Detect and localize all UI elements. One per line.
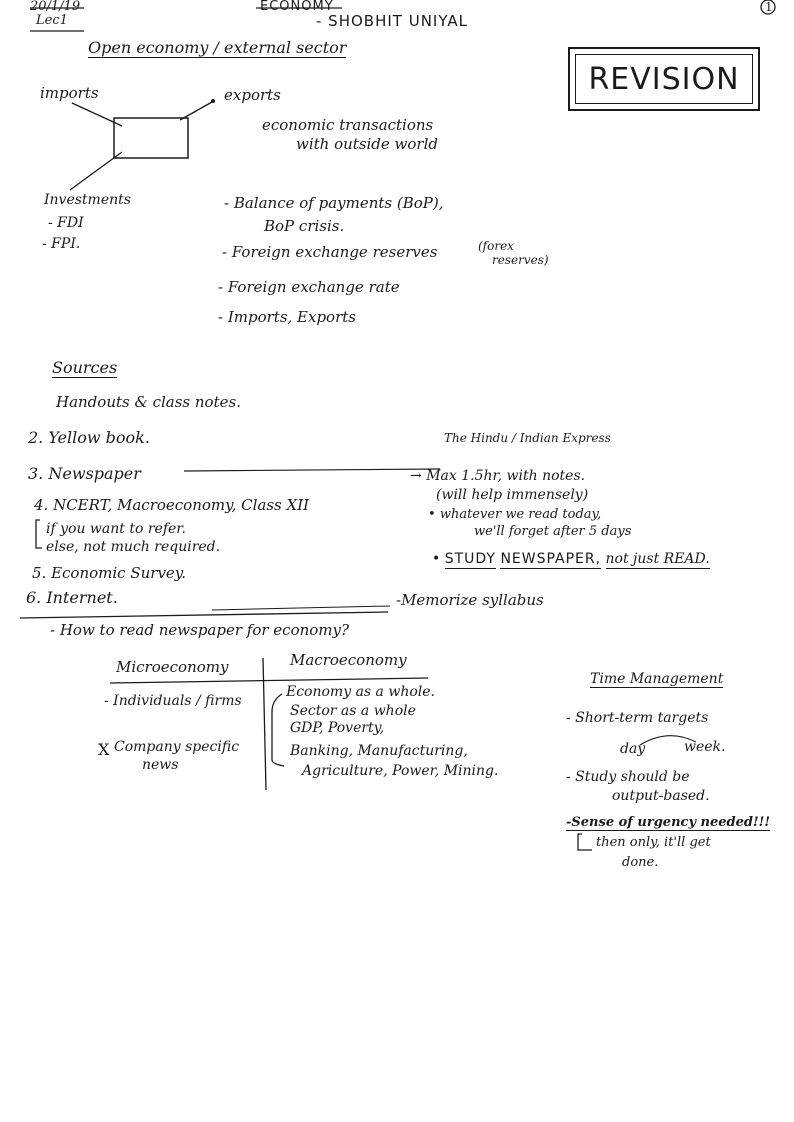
definition-line-2: with outside world xyxy=(296,135,438,153)
study-newspaper-line: • STUDY NEWSPAPER, not just READ. xyxy=(432,551,710,567)
author-name: - SHOBHIT UNIYAL xyxy=(316,12,468,30)
macro-item-gdp: GDP, Poverty, xyxy=(290,720,385,736)
revision-label: REVISION xyxy=(575,54,753,104)
forex-note-2: reserves) xyxy=(492,253,549,267)
definition-line-1: economic transactions xyxy=(262,116,434,134)
date-text: 20/1/19 xyxy=(30,0,81,14)
micro-x-mark: X xyxy=(98,740,110,759)
macro-item-economy: Economy as a whole. xyxy=(286,684,435,700)
urgency-note-1: then only, it'll get xyxy=(596,835,711,850)
imports-label: imports xyxy=(40,84,99,102)
memorize-syllabus: -Memorize syllabus xyxy=(396,591,544,609)
macro-item-sector: Sector as a whole xyxy=(290,703,416,719)
forex-note-1: (forex xyxy=(478,239,514,253)
source-economic-survey: 5. Economic Survey. xyxy=(32,564,187,582)
time-item-targets: - Short-term targets xyxy=(566,710,709,726)
sources-heading: Sources xyxy=(52,358,118,377)
source-yellow-book: 2. Yellow book. xyxy=(28,428,150,447)
topic-imports-exports: - Imports, Exports xyxy=(218,308,356,326)
fdi-label: - FDI xyxy=(48,215,84,231)
time-day-label: day xyxy=(620,741,646,757)
newspaper-names: The Hindu / Indian Express xyxy=(444,431,611,445)
fpi-label: - FPI. xyxy=(42,236,81,252)
time-item-urgency: -Sense of urgency needed!!! xyxy=(566,815,771,830)
page-number: 1 xyxy=(765,0,773,14)
micro-item-company: Company specific xyxy=(114,739,240,755)
investments-label: Investments xyxy=(44,192,131,208)
subject-title: ECONOMY xyxy=(260,0,334,14)
time-item-output: output-based. xyxy=(612,788,710,804)
exports-label: exports xyxy=(224,86,281,104)
macro-item-agriculture: Agriculture, Power, Mining. xyxy=(302,763,499,779)
urgency-note-2: done. xyxy=(622,855,659,870)
source-ncert: 4. NCERT, Macroeconomy, Class XII xyxy=(34,496,310,514)
newspaper-note-3: • whatever we read today, xyxy=(428,507,602,522)
macro-heading: Macroeconomy xyxy=(290,651,407,669)
time-week-label: week. xyxy=(684,739,726,755)
revision-stamp xyxy=(568,47,760,111)
lecture-label: Lec1 xyxy=(36,13,68,28)
macro-item-banking: Banking, Manufacturing, xyxy=(290,743,468,759)
micro-item-individuals: - Individuals / firms xyxy=(104,693,242,709)
open-economy-title: Open economy / external sector xyxy=(88,38,347,57)
read-question: - How to read newspaper for economy? xyxy=(50,621,350,639)
topic-bop-crisis: BoP crisis. xyxy=(264,217,345,235)
newspaper-note-4: we'll forget after 5 days xyxy=(474,524,632,539)
source-handouts: Handouts & class notes. xyxy=(56,393,241,411)
time-item-study: - Study should be xyxy=(566,769,690,785)
topic-forex-rate: - Foreign exchange rate xyxy=(218,278,400,296)
newspaper-note-1: → Max 1.5hr, with notes. xyxy=(410,468,586,484)
topic-bop: - Balance of payments (BoP), xyxy=(224,194,444,212)
micro-item-news: news xyxy=(142,757,179,773)
time-management-heading: Time Management xyxy=(590,671,724,687)
source-newspaper: 3. Newspaper xyxy=(28,464,141,483)
micro-heading: Microeconomy xyxy=(116,658,229,676)
source-internet: 6. Internet. xyxy=(26,588,118,607)
ncert-note-1: if you want to refer. xyxy=(46,521,186,537)
ncert-note-2: else, not much required. xyxy=(46,539,221,555)
topic-forex-reserves: - Foreign exchange reserves xyxy=(222,243,438,261)
newspaper-note-2: (will help immensely) xyxy=(436,487,589,503)
